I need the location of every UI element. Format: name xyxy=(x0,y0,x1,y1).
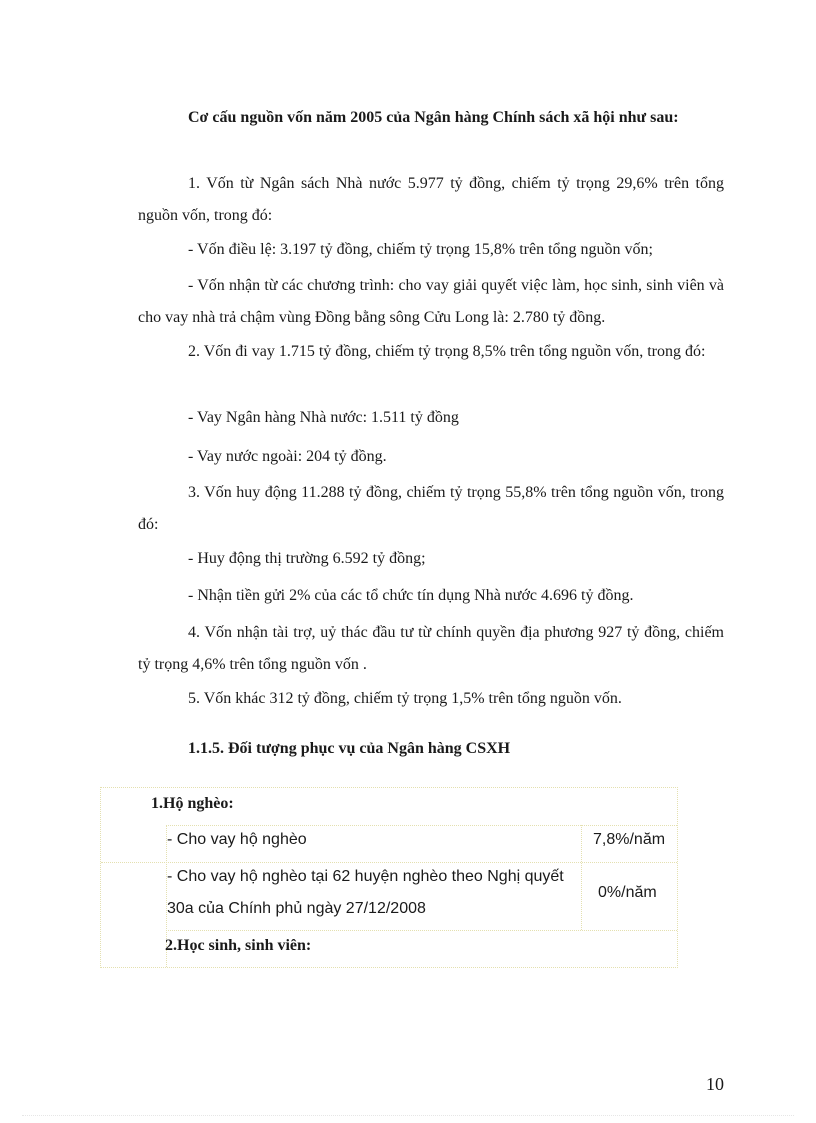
paragraph-9: - Nhận tiền gửi 2% của các tổ chức tín dụng Nhà nước 4.696 tỷ đồng. xyxy=(188,587,634,604)
paragraph-1: 1. Vốn từ Ngân sách Nhà nước 5.977 tỷ đồng, chiếm tỷ trọng 29,6% trên tổng nguồn vốn, trong đó: xyxy=(138,175,724,224)
paragraph-11: 5. Vốn khác 312 tỷ đồng, chiếm tỷ trọng 1,5% trên tổng nguồn vốn. xyxy=(188,690,622,707)
paragraph-7: 3. Vốn huy động 11.288 tỷ đồng, chiếm tỷ trọng 55,8% trên tổng nguồn vốn, trong đó: xyxy=(138,484,724,533)
row-label-poor-household-loan: - Cho vay hộ nghèo xyxy=(167,831,307,848)
row-label-62-districts-line1: - Cho vay hộ nghèo tại 62 huyện nghèo theo Nghị quyết xyxy=(167,868,564,885)
paragraph-5: - Vay Ngân hàng Nhà nước: 1.511 tỷ đồng xyxy=(188,409,459,426)
row-rate-62-districts: 0%/năm xyxy=(598,884,657,901)
group-title-students: 2.Học sinh, sinh viên: xyxy=(165,937,312,954)
paragraph-6: - Vay nước ngoài: 204 tỷ đồng. xyxy=(188,448,387,465)
paragraph-8: - Huy động thị trường 6.592 tỷ đồng; xyxy=(188,550,426,567)
paragraph-3: - Vốn nhận từ các chương trình: cho vay giải quyết việc làm, học sinh, sinh viên và cho vay nhà trả chậm vùng Đồng bằng sông Cửu Long là: 2.780 tỷ đồng. xyxy=(138,277,724,326)
row-label-62-districts-line2: 30a của Chính phủ ngày 27/12/2008 xyxy=(167,900,426,917)
section-title: 1.1.5. Đối tượng phục vụ của Ngân hàng CSXH xyxy=(188,740,511,757)
row-rate-poor-household-loan: 7,8%/năm xyxy=(593,831,666,848)
paragraph-10: 4. Vốn nhận tài trợ, uỷ thác đầu tư từ chính quyền địa phương 927 tỷ đồng, chiếm tỷ trọng 4,6% trên tổng nguồn vốn . xyxy=(138,624,724,673)
paragraph-2: - Vốn điều lệ: 3.197 tỷ đồng, chiếm tỷ trọng 15,8% trên tổng nguồn vốn; xyxy=(188,241,653,258)
service-table xyxy=(100,787,678,968)
table-divider xyxy=(581,825,582,930)
table-divider xyxy=(101,862,165,863)
page-number: 10 xyxy=(706,1074,724,1094)
table-divider xyxy=(166,825,677,826)
intro-heading: Cơ cấu nguồn vốn năm 2005 của Ngân hàng Chính sách xã hội như sau: xyxy=(188,109,679,126)
footer-rule xyxy=(22,1115,794,1116)
table-divider xyxy=(166,862,677,863)
group-title-poor-households: 1.Hộ nghèo: xyxy=(151,795,234,812)
table-divider xyxy=(166,930,677,931)
paragraph-4: 2. Vốn đi vay 1.715 tỷ đồng, chiếm tỷ trọng 8,5% trên tổng nguồn vốn, trong đó: xyxy=(188,343,706,360)
